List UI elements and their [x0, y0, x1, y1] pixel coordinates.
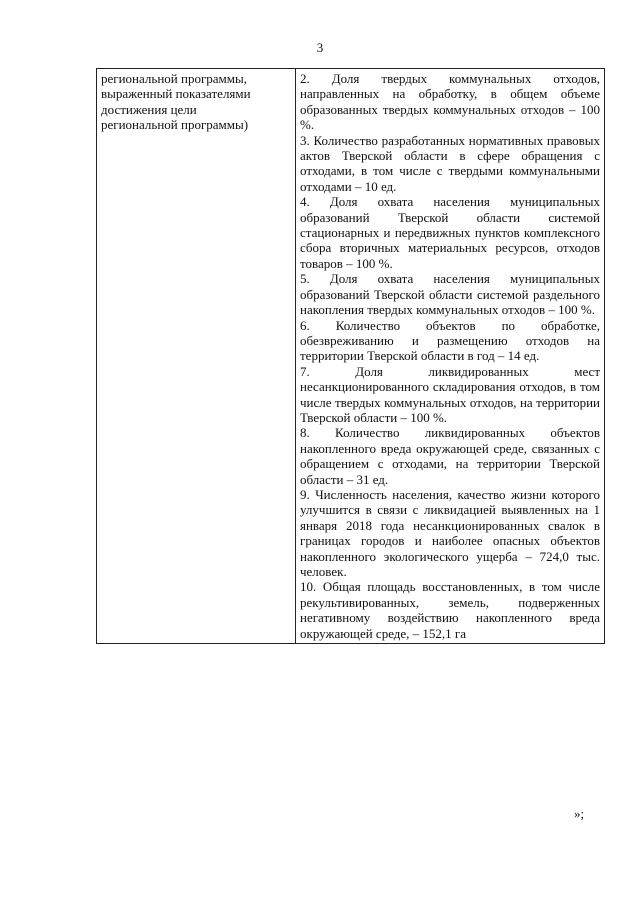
page-number: 3	[316, 40, 324, 55]
left-cell-line: выраженный показателями	[101, 86, 251, 102]
closing-quote-mark: »;	[574, 806, 585, 821]
indicator-item: 4. Доля охвата населения муниципальных образований Тверской области системой стационарных и передвижных пунктов комплексного сбора вторичных материальных ресурсов, отходов товаров – 100 %.	[300, 194, 600, 271]
left-cell-line: достижения цели	[101, 101, 197, 117]
indicator-item: 7. Доля ликвидированных мест несанкционированного складирования отходов, в том числе твердых коммунальных отходов, на территории Тверской области – 100 %.	[300, 363, 600, 425]
indicator-item: 8. Количество ликвидированных объектов накопленного вреда окружающей среде, связанных с обращением с отходами, на территории Тверской области – 31 ед.	[300, 425, 600, 487]
indicator-item: 10. Общая площадь восстановленных, в том числе рекультивированных, земель, подверженных негативному воздействию накопленного вреда окружающей среде, – 152,1 га	[300, 579, 600, 641]
indicator-item: 2. Доля твердых коммунальных отходов, направленных на обработку, в общем объеме образованных твердых коммунальных отходов – 100 %.	[300, 71, 600, 133]
left-cell-line: региональной программы,	[101, 71, 247, 86]
program-table	[96, 68, 605, 644]
right-cell	[296, 69, 605, 644]
left-cell	[97, 69, 296, 644]
indicator-item: 5. Доля охвата населения муниципальных образований Тверской области системой раздельного накопления твердых коммунальных отходов – 100 %.	[300, 271, 600, 318]
indicator-item: 9. Численность населения, качество жизни которого улучшится в связи с ликвидацией выявленных на 1 января 2018 года несанкционированных свалок в границах городов и наиболее опасных объектов накопленного экологического ущерба – 724,0 тыс. человек.	[300, 486, 600, 579]
indicator-item: 3. Количество разработанных нормативных правовых актов Тверской области в сфере обращения с отходами, в том числе с твердыми коммунальными отходами – 10 ед.	[300, 132, 600, 194]
left-cell-line: региональной программы)	[101, 117, 249, 133]
table-row	[97, 69, 605, 644]
indicator-item: 6. Количество объектов по обработке, обезвреживанию и размещению отходов на территории Тверской области в год – 14 ед.	[300, 317, 600, 364]
